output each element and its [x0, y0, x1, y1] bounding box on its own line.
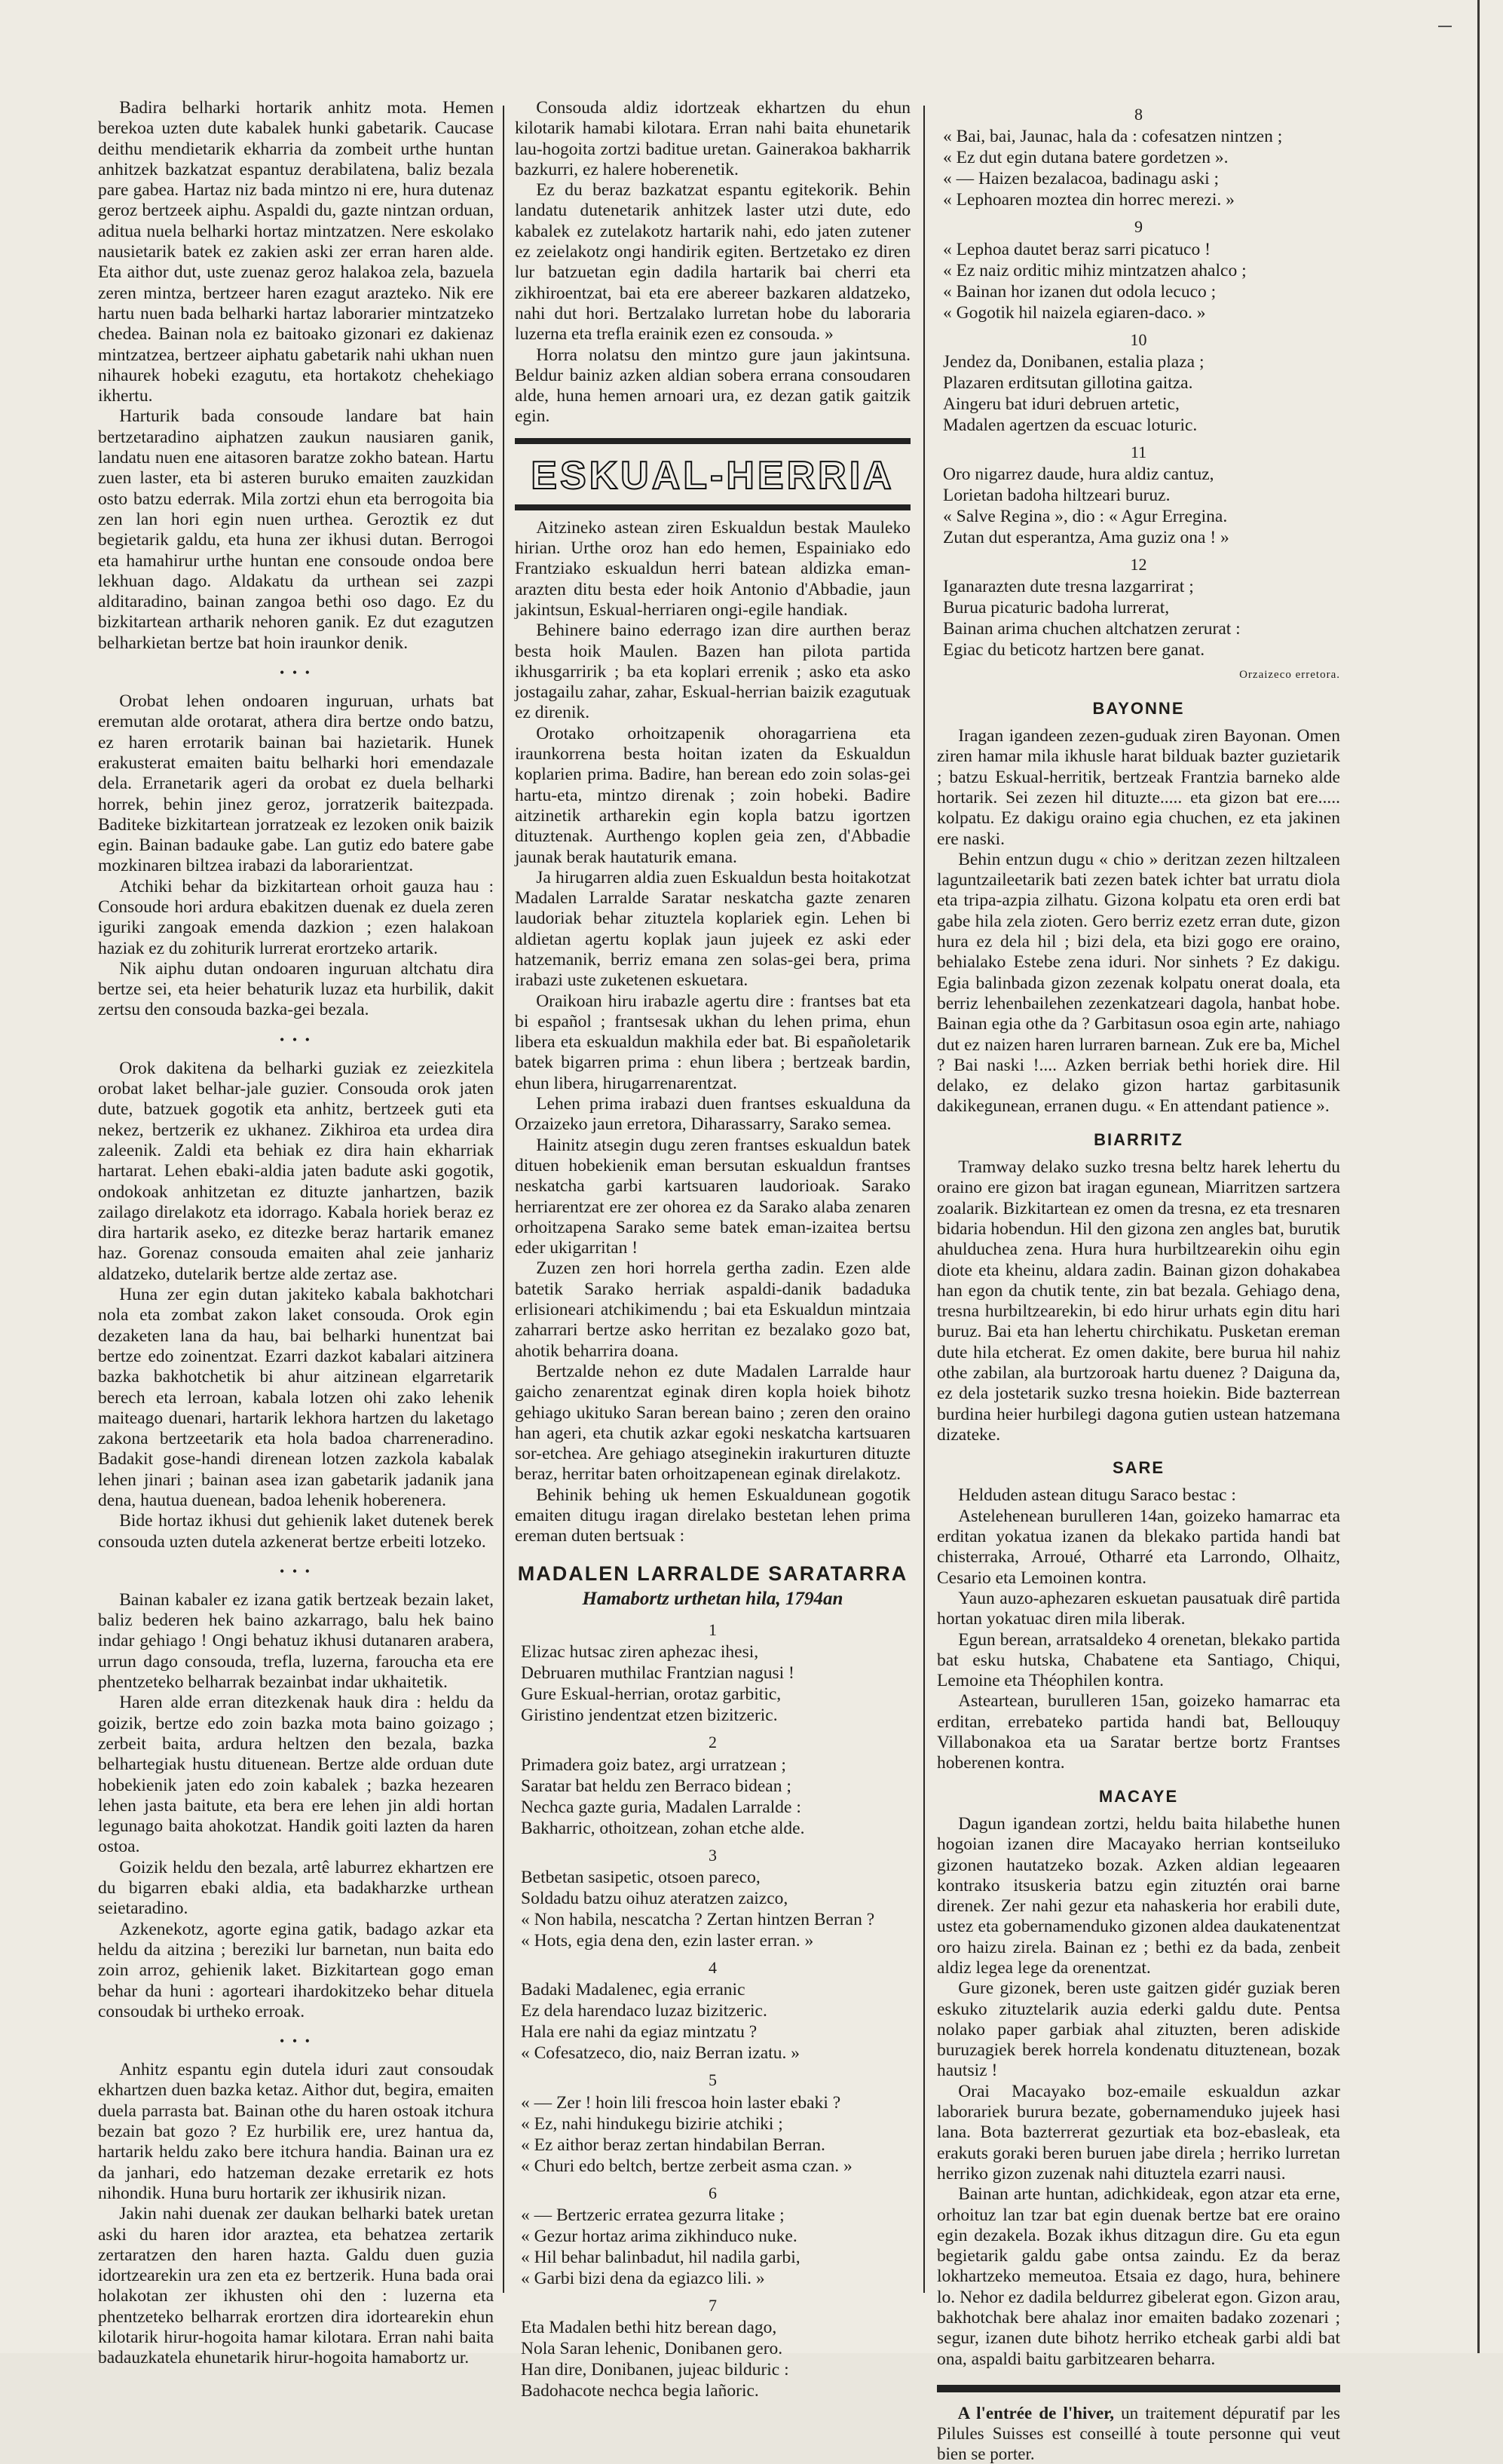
stanza: [937, 239, 1340, 323]
stanza: [515, 1641, 911, 1726]
verse-line: Iganarazten dute tresna lazgarrirat ;: [943, 577, 1194, 597]
verse-line: Saratar bat heldu zen Berraco bidean ;: [521, 1776, 791, 1796]
stanza: [937, 464, 1340, 548]
verse-line: « Ez naiz orditic mihiz mintzatzen ahalco ;: [943, 260, 1247, 280]
verse-line: Badohacote nechca begia lañoric.: [521, 2381, 759, 2401]
verse-line: Bainan arima chuchen altchatzen zerurat :: [943, 619, 1241, 639]
section-masthead: ESKUAL-HERRIA: [515, 438, 911, 510]
verse-line: Burua picaturic badoha lurrerat,: [943, 598, 1170, 618]
paragraph: Lehen prima irabazi duen frantses eskualduna da Orzaizeko jaun erretora, Diharassarry, Sarako semea.: [515, 1094, 911, 1135]
page-edge: [1477, 0, 1480, 2353]
paragraph: Orok dakitena da belharki guziak ez zeiezkitela orobat laket belhar-jale guzier. Consouda orok jaten dute, batzuek gogotik eta anhitz, bertzeek guti eta nekez, bertzerik ez ukhanez. Zikhiroa eta urdea dira zaleenik. Zaldi eta behiak ez dira hain ekharriak hartarat. Lehen ebaki-aldia jaten badute aski gogotik, ondokoak anhitzetan ez dituzte janhartzen, bazik zailago direlakotz eta idorrago. Kabala horiek beraz ez dira hartarik aseko, ez ditezke beraz hartarik emanez haz. Gorenaz consouda emaiten ahal zeie janhariz aldatzeko, dutelarik bertze alde zertaz ase.: [98, 1058, 494, 1284]
verse-line: « Gogotik hil naizela egiaren-daco. »: [943, 302, 1206, 323]
section-stars: • • •: [280, 1031, 312, 1047]
paragraph: Yaun auzo-aphezaren eskuetan pausatuak dirê partida hortan yokatuac diren mila liberak.: [937, 1588, 1340, 1629]
paragraph: Egun berean, arratsaldeko 4 orenetan, blekako partida bat esku hutska, Chabatene eta Santiago, Chiqui, Lemoine eta Théophilen kontra.: [937, 1629, 1340, 1691]
verse-line: Elizac hutsac ziren aphezac ihesi,: [521, 1642, 759, 1663]
verse-line: Primadera goiz batez, argi urratzean ;: [521, 1755, 786, 1775]
paragraph: Helduden astean ditugu Saraco bestac :: [958, 1485, 1236, 1506]
paragraph: Behinere baino ederrago izan dire aurthen beraz besta hoik Maulen. Bazen han pilota partida ikhusgarririk ; ba eta koplari errenik ; asko eta asko jostagailu zahar, zahar, Eskual-herrian baizik ezagutuak ez direnik.: [515, 621, 911, 723]
advert-divider: [937, 2385, 1340, 2392]
verse-line: Han dire, Donibanen, jujeac bilduric :: [521, 2360, 789, 2380]
verse-line: « Ez dut egin dutana batere gordetzen ».: [943, 148, 1229, 168]
verse-line: Nola Saran lehenic, Donibanen gero.: [521, 2339, 783, 2359]
stanza-number: 7: [709, 2295, 717, 2315]
verse-line: Zutan dut esperantza, Ama guziz ona ! »: [943, 528, 1229, 548]
verse-line: « Gezur hortaz arima zikhinduco nuke.: [521, 2226, 797, 2246]
paragraph: Tramway delako suzko tresna beltz harek lehertu du oraino ere gizon bat iragan egunean, Miarritzen sartzera zoalarik. Bizkitartean ez omen da tresna, ez eta tresnaren bidaria hobendun. Hil den gizona zen angles bat, burutik ahulduchea zena. Hura hura hurbiltzearekin oihu egin diote eta kheinu, aldara zadin. Bainan gizon dohakabea han egon da chutik tente, zin bat bezala. Gehiago dena, tresna hurbiltzearekin, bi edo hirur urhats egin ditu hari buruz. Bai eta han lehertu chirchikatu. Pusketan ereman dute hila etcherat. Ez omen dakite, bere burua hil nahiz othe zabilan, ala burtzoroak hartu duenez ? Daiguna da, ez dela jostetarik suzko tresna hoiekin. Bide bazterrean burdina heier hurbilegi dagona gutien ustean hatzemana dizateke.: [937, 1157, 1340, 1445]
column-2: [515, 98, 911, 2401]
verse-line: Madalen agertzen da escuac loturic.: [943, 415, 1198, 435]
stanza-number: 2: [709, 1733, 717, 1752]
stanza-number: 3: [709, 1845, 717, 1865]
verse-line: Plazaren erditsutan gillotina gaitza.: [943, 372, 1193, 393]
stanza-number: 8: [1134, 105, 1143, 124]
paragraph: Ja hirugarren aldia zuen Eskualdun besta hoitakotzat Madalen Larralde Saratar neskatcha gazte zenaren laudoriak behar zituztela koplariek egin. Lehen bi aldietan agertu koplak jaun jujeek ez aski eder hatzemanik, berriz emana zen solas-gei bera, prima irabazi uste zuketenen eskuetara.: [515, 867, 911, 991]
paragraph: Goizik heldu den bezala, artê laburrez ekhartzen ere du bigarren ebaki aldia, eta badakharzke urthean seietaradino.: [98, 1857, 494, 1919]
column-rule: [923, 106, 925, 2293]
section-stars: • • •: [280, 2033, 312, 2049]
verse-line: Debruaren muthilac Frantzian nagusi !: [521, 1663, 794, 1684]
paragraph: Orai Macayako boz-emaile eskualdun azkar laborariek burura bezate, gobernamenduko jujeek hasi lana. Bota bazterrerat gezurtiak eta boz-ebasleak, eta erakuts goraki beren buruen jabe direla ; herriko lurretan herriko gizon zuzenak nahi dituztela ezarri nausi.: [937, 2081, 1340, 2184]
verse-line: « Cofesatzeco, dio, naiz Berran izatu. »: [521, 2043, 800, 2064]
paragraph: Behinik behing uk hemen Eskualdunean gogotik emaiten ditugu iragan direlako bestetan lehen prima ereman duten bertsuak :: [515, 1485, 911, 1546]
paragraph: Atchiki behar da bizkitartean orhoit gauza hau : Consoude hori ardura ebakitzen duenak ez duela zeren iguriki zangoak emenda dazkion ; ezen halakoan haziak ez du zohiturik lurrerat erortzeko artarik.: [98, 876, 494, 958]
verse-line: « Ez aithor beraz zertan hindabilan Berran.: [521, 2135, 825, 2155]
stanza: [515, 1979, 911, 2064]
stanza-number: 9: [1134, 217, 1143, 237]
paragraph: Anhitz espantu egin dutela iduri zaut consoudak ekhartzen duen bazka ketaz. Aithor dut, begira, emaiten duela parrasta bat. Bainan othe du haren ostoak itchura bezain bat gozo ? Ez hurbilik ere, urez hantua da, hartarik heldu zako bere itchura handia. Bainan ura ez da janhari, edo hatzeman dezake erretarik ez hots nihondik. Huna buru hortarik zer ikhusirik nizan.: [98, 2060, 494, 2203]
section-heading-sare: SARE: [1112, 1458, 1165, 1478]
paragraph: Orotako orhoitzapenik ohoragarriena eta iraunkorrena besta hoitan izaten da Eskualdun koplarien prima. Badire, han berean edo zoin solas-gei hartu-eta, mintzo direnak ; zoin hobeki. Badire aitzinetik artharekin egin kopla batzu igortzen dituztenak. Aurthengo koplen geia zen, d'Abbadie jaunak berak hautaturik emana.: [515, 723, 911, 867]
verse-line: « Bai, bai, Jaunac, hala da : cofesatzen nintzen ;: [943, 127, 1283, 147]
stanza: [937, 351, 1340, 436]
paragraph: Consouda aldiz idortzeak ekhartzen du ehun kilotarik hamabi kilotara. Erran nahi baita ehunetarik lau-hogoita zortzi baditue uretan. Gainerakoa bakharrik bazkurri, ez halere hoberenetik.: [515, 98, 911, 179]
stanza-number: 10: [1130, 329, 1147, 349]
stanza: [515, 2317, 911, 2401]
stanza-number: 11: [1130, 442, 1147, 461]
verse-line: « — Zer ! hoin lili frescoa hoin laster ebaki ?: [521, 2092, 841, 2113]
poem-subtitle: Hamabortz urthetan hila, 1794an: [582, 1588, 843, 1609]
verse-line: « Non habila, nescatcha ? Zertan hintzen Berran ?: [521, 1910, 875, 1930]
paragraph: Zuzen zen hori horrela gertha zadin. Ezen alde batetik Sarako herriak aspaldi-danik badaduka erlisioneari atchikimendu ; bai eta Eskualdun mintzaia zaharrari bertze asko herritan ez bezalako gozo bat, ahotik beharrira doana.: [515, 1258, 911, 1361]
verse-line: « Salve Regina », dio : « Agur Erregina.: [943, 507, 1228, 527]
paragraph: Bainan kabaler ez izana gatik bertzeak bezain laket, baliz bederen hek baino azkarrago, balu hek baino indar gehiago ! Ongi behatuz ikhusi dutanaren arabera, urrun dago consouda, trefla, luzerna, faroucha eta ere phentzeteko belharrak bezainbat indar ukhaitetik.: [98, 1589, 494, 1693]
paragraph: Harturik bada consoude landare bat hain bertzetaradino aiphatzen zaukun nausiaren ganik, landatu nuen ene aitasoren baratze zokho batean. Hartu zuen laster, eta bi asteren buruko emaiten zauzkidan osto batzu ederrak. Mila zortzi ehun eta berrogoita bia zen lan hori egin nuen urthea. Geroztik ez dut begietarik galdu, eta huna zer ikhusi dutan. Berrogoi eta hamahirur urthe huntan ene consoude ondoa bere lekhuan dago. Aldakatu da urthean sei zazpi alditaradino, bainan zangoa bethi oso dago. Ez du bizkitartean artharik nehoren ganik. Ez dut ezagutzen belharkietan bertze bat hoin iraunkor denik.: [98, 406, 494, 653]
verse-line: « — Haizen bezalacoa, badinagu aski ;: [943, 169, 1220, 189]
column-1: [98, 98, 494, 2368]
verse-line: « Lephoa dautet beraz sarri picatuco !: [943, 239, 1211, 259]
verse-line: « Ez, nahi hindukegu bizirie atchiki ;: [521, 2113, 783, 2134]
advertisement-text: un traitement dépuratif par les Pilules Suisses est conseillé à toute personne qui veut bien se porter.: [937, 2403, 1340, 2463]
verse-line: Gure Eskual-herrian, orotaz garbitic,: [521, 1684, 782, 1705]
verse-line: Hala ere nahi da egiaz mintzatu ?: [521, 2022, 758, 2043]
verse-line: « Garbi bizi dena da egiazco lili. »: [521, 2268, 765, 2288]
stanza-number: 6: [709, 2183, 717, 2202]
section-heading-biarritz: BIARRITZ: [1094, 1129, 1183, 1149]
verse-line: Giristino jendentzat etzen bizitzeric.: [521, 1705, 778, 1726]
paragraph: Azkenekotz, agorte egina gatik, badago azkar eta heldu da aitzina ; bereziki lur barnetan, nun baita edo zoin arroz, gehienik laket. Bizkitartean gogo eman behar da huni : agorteari ihardokitzeko behar dituela consoudak bi urtheko erroak.: [98, 1919, 494, 2021]
paragraph: Jakin nahi duenak zer daukan belharki batek uretan aski du haren idor araztea, eta behatzea zertarik zertaratzen den haren hazta. Galdu duen guzia idortzearekin ura zen eta ez bertzerik. Huna bada orai holakotan zer ikhusten ohi den : luzerna eta phentzeteko belharrak erortzen dira idortearekin ehun kilotarik hirur-hogoita hamar kilotara. Erran nahi baita badauzkatela ehunetarik hirur-hogoita hamabortz ur.: [98, 2204, 494, 2368]
paragraph: Haren alde erran ditezkenak hauk dira : heldu da goizik, bertze edo zoin bazka mota baino goizago ; zerbeit baita, ardura heltzen den bezala, bazka belhartegiak hustu dituenean. Bertze alde orduan dute hobekienik jaten edo zoin kabalek ; bazka hezearen lehen jasta baitute, eta bera ere lehen jin aldi hortan legunago baita ahokotzat. Handik goiti lazten da haren ostoa.: [98, 1693, 494, 1857]
verse-line: « Bainan hor izanen dut odola lecuco ;: [943, 281, 1217, 302]
paragraph: Bide hortaz ikhusi dut gehienik laket dutenek berek consouda uzten dutela azkenerat bertze erbeiti lotzeko.: [98, 1511, 494, 1552]
stanza-number: 12: [1130, 555, 1147, 575]
paragraph: Ez du beraz bazkatzat espantu egitekorik. Behin landatu dutenetarik anhitzek laster utzi dute, edo kabalek ez zutelakotz hartarik nahi, edo jaten zutener ez zeielakotz ongi handirik egiten. Bertzetako ez diren lur batzuetan egin dadila hartarik bai cherri eta zikhiroentzat, bai eta ere abereer bazkaren aldatzeko, nahi dut hori. Bertzalako lurretan hobe du laboraria luzerna eta trefla erainik ezen ez consouda. »: [515, 180, 911, 345]
stanza: [515, 2205, 911, 2289]
stanza: [937, 576, 1340, 660]
poem-title: MADALEN LARRALDE SARATARRA: [517, 1561, 908, 1585]
paragraph: Iragan igandeen zezen-guduak ziren Bayonan. Omen ziren hamar mila ikhusle harat bilduak bazter guzietarik ; batzu Eskual-herritik, bertzeak Frantzia barneko alde hortarik. Sei zezen hil dituzte..... eta gizon bat ere..... kolpatu. Ez dakigu oraino egia chuchen, ez eta jakinen ere naski.: [937, 726, 1340, 849]
page-corner-mark: [1438, 15, 1452, 27]
stanza-number: 1: [709, 1620, 717, 1640]
paragraph: Aitzineko astean ziren Eskualdun bestak Mauleko hirian. Urthe oroz han edo hemen, Espainiako edo Frantziako eskualdun herri batean aldizka eman-arazten ditu besta eder hoik Antonio d'Abbadie, jaun jakintsun, Eskual-herriaren ongi-egile handiak.: [515, 517, 911, 620]
verse-line: Ez dela harendaco luzaz bizitzeric.: [521, 2001, 767, 2021]
verse-line: Bakharric, othoitzean, zohan etche alde.: [521, 1818, 805, 1838]
verse-line: Aingeru bat iduri debruen artetic,: [943, 394, 1180, 414]
verse-line: « Lephoaren moztea din horrec merezi. »: [943, 190, 1235, 210]
section-stars: • • •: [280, 1563, 312, 1579]
paragraph: Gure gizonek, beren uste gaitzen gidér guziak beren eskuko zituztelarik auzia ederki galdu dute. Pentsa nolako paper garbiak ahal zituzten, beren adiskide buruzagiek berek horrela kondenatu dituztenean, bozak hautsiz !: [937, 1978, 1340, 2081]
paragraph: Horra nolatsu den mintzo gure jaun jakintsuna. Beldur bainiz azken aldian sobera errana consoudaren alde, huna hemen arnoari ura, ez dezan gatik gaitzik egin.: [515, 345, 911, 427]
paragraph: Orobat lehen ondoaren inguruan, urhats bat eremutan alde orotarat, athera dira bertze ondo batzu, ez haren errotarik bainan bai hazietarik. Hunek erakusterat emaiten baitu belharki hori emendazale dela. Erranetarik ageri da orobat ez duela belharki horrek, behin jinez geroz, jorratzerik baitezpada. Baditeke bizkitartean jorratzeak ez lezoken onik baizik egin. Bainan badauke gabe. Lan gutiz edo batere gabe mozkinaren biltzea irabazi da laborarientzat.: [98, 691, 494, 876]
stanza-number: 5: [709, 2070, 717, 2090]
verse-line: « Churi edo beltch, bertze zerbeit asma czan. »: [521, 2156, 853, 2176]
paragraph: Nik aiphu dutan ondoaren inguruan altchatu dira bertze sei, eta heier behaturik luzaz eta hurbilik, dakit zertsu den consouda bazka-gei bezala.: [98, 958, 494, 1020]
verse-line: « Hil behar balinbadut, hil nadila garbi,: [521, 2247, 800, 2267]
advertisement-lead: A l'entrée de l'hiver,: [957, 2403, 1115, 2423]
verse-line: Betbetan sasipetic, otsoen pareco,: [521, 1868, 761, 1888]
verse-line: Soldadu batzu oihuz ateratzen zaizco,: [521, 1889, 788, 1909]
paragraph: Hainitz atsegin dugu zeren frantses eskualdun batek dituen hobekienik eman bersutan eskualdun frantses neskatcha garbi kartsuaren laudorioak. Sarako herriarentzat ere zer ohorea ez da Sarako alaba zenaren orhoitzapena Sarako seme batek eman-izaitea bertsu eder ukigarritan !: [515, 1135, 911, 1258]
paragraph: Astelehenean burulleren 14an, goizeko hamarrac eta erditan yokatua izanen da blekako partida handi bat chisterraka, Arroué, Otharré eta Larrondo, Olhaitz, Cesario eta Lemoinen kontra.: [937, 1506, 1340, 1588]
column-3: [937, 98, 1340, 2463]
paragraph: Badira belharki hortarik anhitz mota. Hemen berekoa uzten dute kabalek hunki gabetarik. Caucase deithu mendietarik ekharria da zombeit urthe huntan anhitzek bazkatzat espantuz derabilatena, baliz bezala pare gabea. Hartaz niz bada mintzo ni ere, hura dutenaz geroz bertzeek aiphu. Aspaldi du, gazte nintzan orduan, aditua nuela belharki hortaz mintzatzen. Nere eskolako nausietarik batek ez zakien aski zer erran haren alde. Eta aithor dut, uste zuenaz geroz halakoa zela, bazuela zeren mintza, bertzeer haren ezagut arazteko. Nik ere hartu nuen bada belharki hartaz laborarier mintzatzeko chedea. Bainan nola ez baitoako gizonari ez dakienaz mintzatzea, bertzeer aiphatu gabetarik nahi ukhan nuen nihaurek hobeki ezagutu, eta hortakotz chehekiago ikhertu.: [98, 98, 494, 406]
verse-line: Nechca gazte guria, Madalen Larralde :: [521, 1797, 801, 1817]
verse-line: « Hots, egia dena den, ezin laster erran. »: [521, 1931, 814, 1951]
verse-line: Egiac du beticotz hartzen bere ganat.: [943, 640, 1205, 660]
verse-line: Jendez da, Donibanen, estalia plaza ;: [943, 351, 1205, 372]
section-heading-bayonne: BAYONNE: [1092, 698, 1185, 718]
stanza: [515, 2092, 911, 2177]
verse-line: « — Bertzeric erratea gezurra litake ;: [521, 2205, 785, 2225]
verse-line: Lorietan badoha hiltzeari buruz.: [943, 486, 1171, 506]
advertisement: [937, 2403, 1340, 2464]
paragraph: Asteartean, burulleren 15an, goizeko hamarrac eta erditan, errebateko partida handi bat, Bellouquy Villabonakoa eta ua Saratar bertze bortz Frantses hoberenen kontra.: [937, 1691, 1340, 1773]
stanza: [515, 1867, 911, 1951]
stanza-number: 4: [709, 1958, 717, 1978]
verse-line: Oro nigarrez daude, hura aldiz cantuz,: [943, 464, 1214, 485]
verse-line: Badaki Madalenec, egia erranic: [521, 1980, 745, 2000]
paragraph: Oraikoan hiru irabazle agertu dire : frantses bat eta bi español ; frantsesak ukhan du lehen prima, ehun libera eta eskualdun makhila eder bat. Bi españoletarik batek bigarren prima : ehun libera ; bertzeak bardin, ehun libera, hirugarrenarentzat.: [515, 991, 911, 1093]
paragraph: Dagun igandean zortzi, heldu baita hilabethe hunen hogoian izanen dire Macayako herrian kontseiluko gizonen hautatzeko bozak. Azken aldian legeaaren kontrako itsuskeria batzu egin zituztén orai barne direnek. Zer nahi gezur eta nahaskeria hor erabili dute, ustez eta gobernamenduko gizonen aldea daukatenentzat oro haizu zirela. Bainan ez ; bethi ez da bada, zenbeit aldiz legea lege da orenentzat.: [937, 1813, 1340, 1978]
paragraph: Behin entzun dugu « chio » deritzan zezen hiltzaleen laguntzaileetarik bati zezen batek ichter bat urratu diola eta tripa-azpia zilhatu. Gizona kolpatu eta oren erdi bat gabe hila zela zioten. Gero berriz ezetz erran dute, gizon hura ez dela hil ; bizi dela, eta bizi gogo ere oraino, behialako Estebe zena iduri. Nor sinhets ? Ez dakigu. Egia balinbada gizon zezenak kolpatu onerat doala, eta berriz lehenbailehen zezenkatzeari dagola, hanbat hobe. Bainan egia othe da ? Garbitasun osoa egin arte, nahiago dut ez naizen haren lurraren barnean. Zuk ere ba, Michel ? Bai naski !.... Azken berriak bethi horiek dire. Hil delako, ez delako gizon hartaz garbitasunik dakikegunean, erranen dugu. « En attendant patience ».: [937, 849, 1340, 1117]
paragraph: Bertzalde nehon ez dute Madalen Larralde haur gaicho zenarentzat eginak diren kopla hoiek bihotz gehiago ukituko Saran berean baino ; zeren den oraino han ageri, eta chutik azkar egoki neskatcha kartsuaren sor-etchea. Are gehiago atseginekin irakurturen dituzte beraz, herritar baten orhoitzapenean eginak direlakotz.: [515, 1361, 911, 1485]
paragraph: Huna zer egin dutan jakiteko kabala bakhotchari nola eta zombat zakon laket consouda. Orok egin dezaketen lana da hau, bai belharki hunentzat bai bertze edo zoinentzat. Ezarri dazkot kabalari aitzinera bazka bakhotchetik bi ahur aitzinean elgarretarik berech eta lerroan, kabala lotzen ohi zako lehenik maiteago duenari, hartarik lekhora hartzen du laketago zakona bertzeetarik eta hola badoa charreneradino. Badakit gose-handi direnean lotzen zazkola kabalak lehen jinari ; bainan asea izan gabetarik jadanik jana dena, hautua duenean, badoa lehenik hoberenera.: [98, 1285, 494, 1510]
paragraph: Bainan arte huntan, adichkideak, egon atzar eta erne, orhoituz lan tzar bat egin duenak bertze bat ere oraino egin dezakela. Bozak ikhus ditzagun dire. Gu eta egun begietarik galdu gabe ontsa zaindu. Ez da beraz lokhartzeko memeutoa. Etsaia ez dago, hura, behinere lo. Nehor ez dadila beldurrez gibelerat egon. Gizon arau, bakhotchak bere ahalaz inor emaiten badako zozenari ; segur, izanen dute bihotz herriko etcheak garbi aldi bat ona, aspaldi baitu garbitzearen beharra.: [937, 2184, 1340, 2369]
stanza: [937, 126, 1340, 210]
section-heading-macaye: MACAYE: [1098, 1786, 1179, 1806]
section-stars: • • •: [280, 665, 312, 681]
poem-signature: Orzaizeco erretora.: [1239, 669, 1340, 682]
verse-line: Eta Madalen bethi hitz berean dago,: [521, 2318, 777, 2338]
stanza: [515, 1755, 911, 1839]
column-rule: [503, 106, 504, 2293]
